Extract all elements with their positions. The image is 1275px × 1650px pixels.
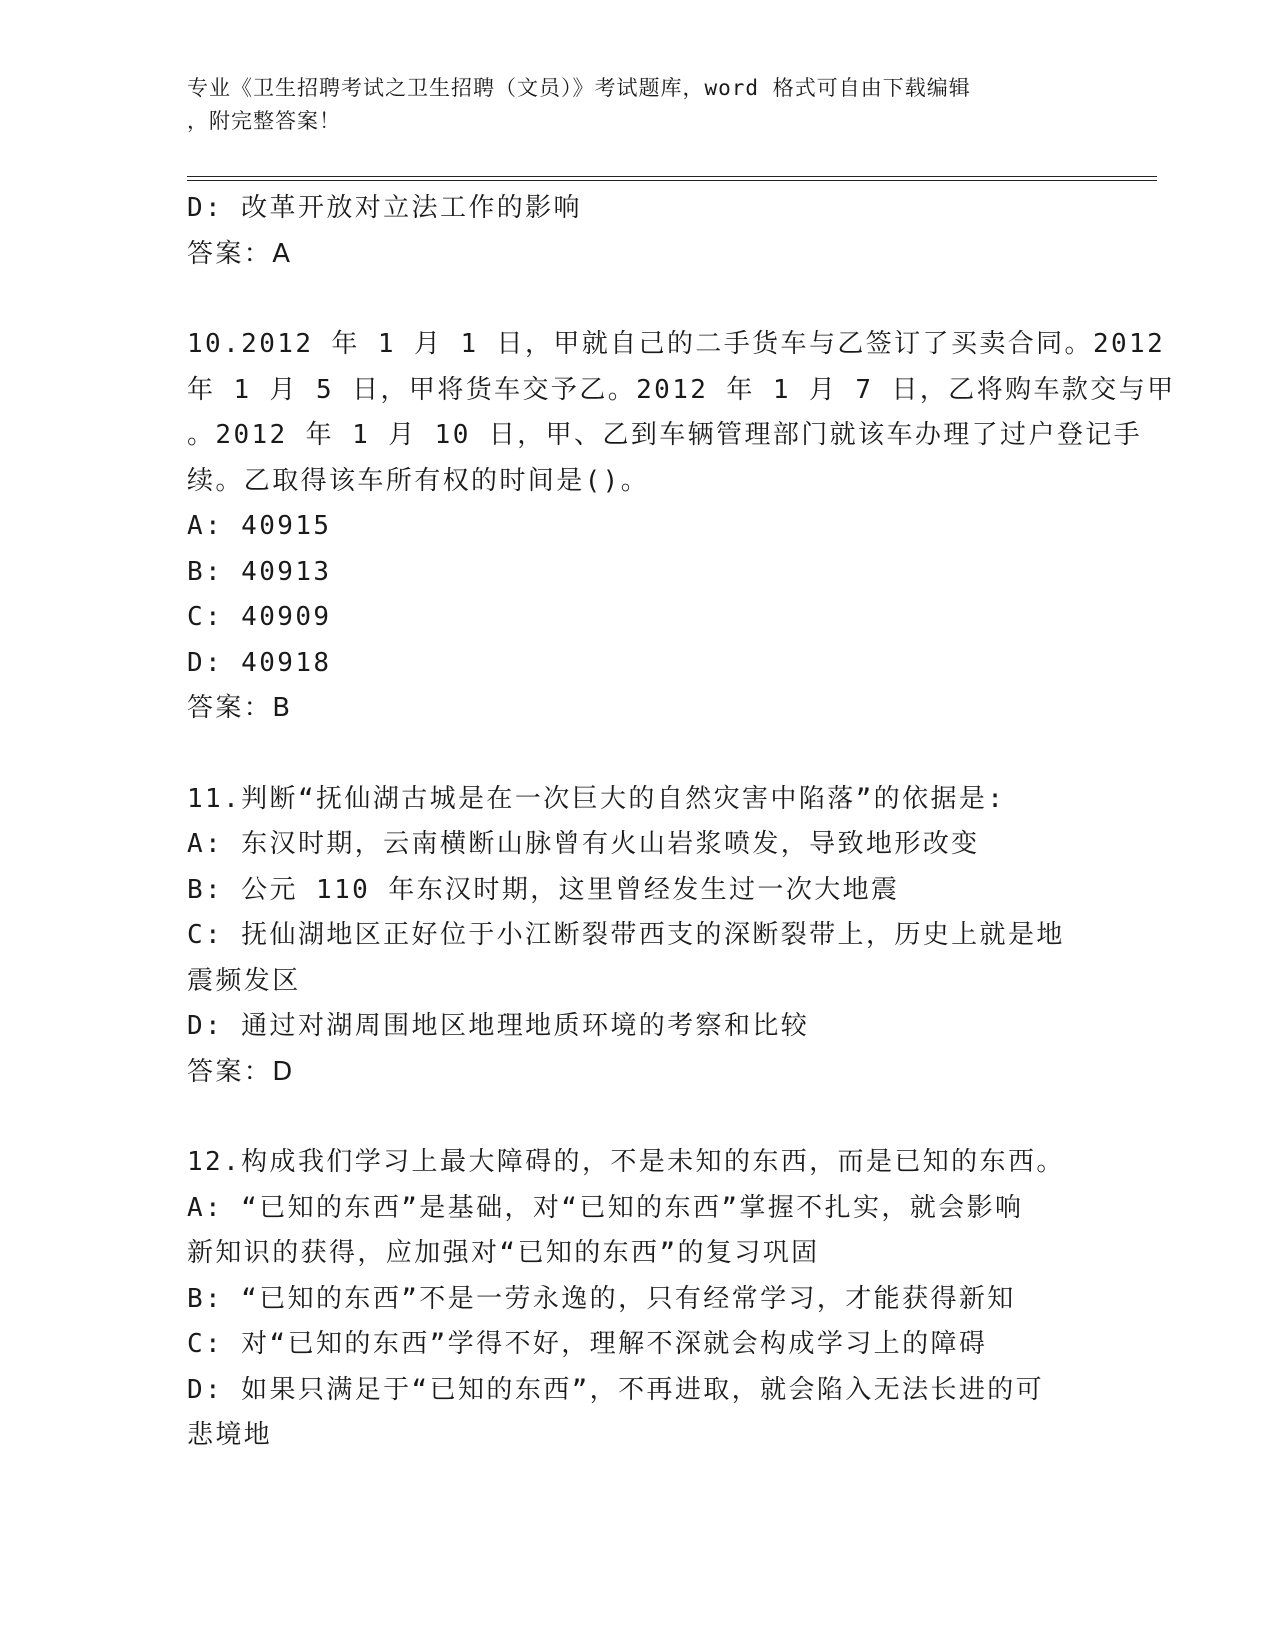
option-d-line: 悲境地 [187, 1420, 273, 1450]
question-11 [187, 777, 1087, 1096]
option-a-line: A: “已知的东西”是基础，对“已知的东西”掌握不扎实，就会影响 [187, 1192, 1024, 1223]
header-divider [187, 176, 1157, 181]
option-c-line: 震频发区 [187, 965, 301, 996]
option-b: B: 公元 110 年东汉时期，这里曾经发生过一次大地震 [187, 874, 900, 905]
question-10 [187, 322, 1176, 732]
answer: 答案：D [187, 1056, 295, 1087]
question-content [187, 186, 1176, 1459]
document-header [187, 72, 1067, 138]
question-stem-line: 年 1 月 5 日，甲将货车交予乙。2012 年 1 月 7 日，乙将购车款交与甲 [187, 374, 1176, 405]
option-c-line: C: 抚仙湖地区正好位于小江断裂带西支的深断裂带上，历史上就是地 [187, 920, 1065, 950]
header-line-2: ，附完整答案！ [187, 109, 341, 133]
option-d: D: 40918 [187, 647, 332, 678]
option-a-line: 新知识的获得，应加强对“已知的东西”的复习巩固 [187, 1238, 820, 1268]
answer: 答案：A [187, 238, 293, 269]
question-stem-line: 。2012 年 1 月 10 日，甲、乙到车辆管理部门就该车办理了过户登记手 [187, 420, 1143, 450]
option-d-line: D: 如果只满足于“已知的东西”，不再进取，就会陷入无法长进的可 [187, 1374, 1045, 1405]
question-9-tail [187, 186, 1087, 277]
question-stem-line: 10.2012 年 1 月 1 日，甲就自己的二手货车与乙签订了买卖合同。2012 [187, 329, 1166, 359]
header-line-1: 专业《卫生招聘考试之卫生招聘（文员）》考试题库，word 格式可自由下载编辑 [187, 76, 971, 100]
option-d: D: 改革开放对立法工作的影响 [187, 193, 582, 223]
option-d: D: 通过对湖周围地区地理地质环境的考察和比较 [187, 1011, 810, 1041]
answer: 答案：B [187, 693, 293, 723]
question-stem: 12.构成我们学习上最大障碍的，不是未知的东西，而是已知的东西。 [187, 1147, 1065, 1177]
option-a: A: 40915 [187, 511, 332, 541]
option-c: C: 对“已知的东西”学得不好，理解不深就会构成学习上的障碍 [187, 1329, 988, 1359]
question-stem-line: 续。乙取得该车所有权的时间是()。 [187, 465, 650, 496]
option-b: B: 40913 [187, 556, 332, 587]
question-12 [187, 1140, 1087, 1459]
option-a: A: 东汉时期，云南横断山脉曾有火山岩浆喷发，导致地形改变 [187, 829, 980, 859]
question-stem: 11.判断“抚仙湖古城是在一次巨大的自然灾害中陷落”的依据是: [187, 783, 1006, 814]
option-b: B: “已知的东西”不是一劳永逸的，只有经常学习，才能获得新知 [187, 1283, 1016, 1314]
option-c: C: 40909 [187, 602, 332, 632]
